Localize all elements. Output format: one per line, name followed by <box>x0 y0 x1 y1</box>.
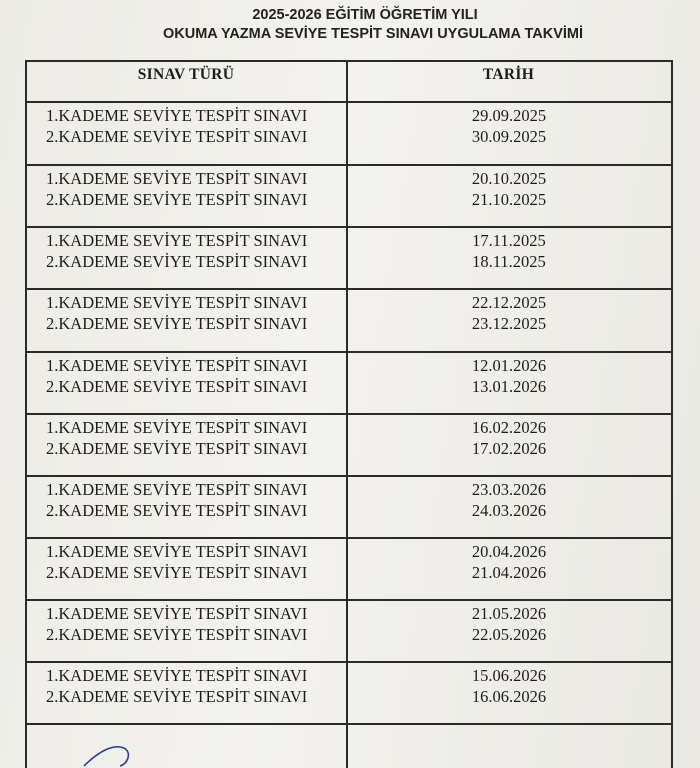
row-divider <box>25 475 671 477</box>
row-divider <box>25 226 671 228</box>
document-title-subject: OKUMA YAZMA SEVİYE TESPİT SINAVI UYGULAMA TAKVİMİ <box>163 26 583 42</box>
exam-type-cell: 2.KADEME SEVİYE TESPİT SINAVI <box>46 439 308 458</box>
date-cell: 21.10.2025 <box>471 190 547 209</box>
date-cell: 15.06.2026 <box>471 666 547 685</box>
row-divider <box>25 288 671 290</box>
exam-type-cell: 2.KADEME SEVİYE TESPİT SINAVI <box>46 252 308 271</box>
date-cell: 30.09.2025 <box>471 127 547 146</box>
exam-type-cell: 1.KADEME SEVİYE TESPİT SINAVI <box>46 418 308 437</box>
row-divider <box>25 599 671 601</box>
exam-type-cell: 1.KADEME SEVİYE TESPİT SINAVI <box>46 480 308 499</box>
exam-type-cell: 2.KADEME SEVİYE TESPİT SINAVI <box>46 687 308 706</box>
date-cell: 23.03.2026 <box>471 480 547 499</box>
signature-mark <box>80 742 170 768</box>
exam-type-cell: 1.KADEME SEVİYE TESPİT SINAVI <box>46 231 308 250</box>
date-cell: 12.01.2026 <box>471 356 547 375</box>
exam-type-cell: 1.KADEME SEVİYE TESPİT SINAVI <box>46 542 308 561</box>
row-divider <box>25 661 671 663</box>
column-header-date: TARİH <box>482 66 535 83</box>
exam-type-cell: 2.KADEME SEVİYE TESPİT SINAVI <box>46 127 308 146</box>
document-title-year: 2025-2026 EĞİTİM ÖĞRETİM YILI <box>252 7 478 23</box>
exam-type-cell: 1.KADEME SEVİYE TESPİT SINAVI <box>46 293 308 312</box>
column-header-exam-type: SINAV TÜRÜ <box>137 66 235 83</box>
date-cell: 16.06.2026 <box>471 687 547 706</box>
row-divider <box>25 537 671 539</box>
exam-type-cell: 1.KADEME SEVİYE TESPİT SINAVI <box>46 666 308 685</box>
date-cell: 17.02.2026 <box>471 439 547 458</box>
exam-type-cell: 1.KADEME SEVİYE TESPİT SINAVI <box>46 604 308 623</box>
date-cell: 18.11.2025 <box>472 252 546 271</box>
date-cell: 16.02.2026 <box>471 418 547 437</box>
exam-type-cell: 1.KADEME SEVİYE TESPİT SINAVI <box>46 356 308 375</box>
exam-type-cell: 2.KADEME SEVİYE TESPİT SINAVI <box>46 501 308 520</box>
date-cell: 20.04.2026 <box>471 542 547 561</box>
row-divider <box>25 101 671 103</box>
table-border-right <box>671 60 673 768</box>
row-divider <box>25 164 671 166</box>
date-cell: 21.05.2026 <box>471 604 547 623</box>
date-cell: 20.10.2025 <box>471 169 547 188</box>
exam-type-cell: 1.KADEME SEVİYE TESPİT SINAVI <box>46 106 308 125</box>
exam-type-cell: 2.KADEME SEVİYE TESPİT SINAVI <box>46 563 308 582</box>
exam-type-cell: 2.KADEME SEVİYE TESPİT SINAVI <box>46 190 308 209</box>
date-cell: 21.04.2026 <box>471 563 547 582</box>
date-cell: 22.12.2025 <box>471 293 547 312</box>
exam-type-cell: 2.KADEME SEVİYE TESPİT SINAVI <box>46 625 308 644</box>
date-cell: 23.12.2025 <box>471 314 547 333</box>
exam-type-cell: 1.KADEME SEVİYE TESPİT SINAVI <box>46 169 308 188</box>
date-cell: 29.09.2025 <box>471 106 547 125</box>
table-border-top <box>25 60 671 62</box>
row-divider <box>25 413 671 415</box>
exam-type-cell: 2.KADEME SEVİYE TESPİT SINAVI <box>46 377 308 396</box>
date-cell: 22.05.2026 <box>471 625 547 644</box>
row-divider <box>25 723 671 725</box>
date-cell: 13.01.2026 <box>471 377 547 396</box>
row-divider <box>25 351 671 353</box>
exam-type-cell: 2.KADEME SEVİYE TESPİT SINAVI <box>46 314 308 333</box>
date-cell: 24.03.2026 <box>471 501 547 520</box>
date-cell: 17.11.2025 <box>472 231 546 250</box>
